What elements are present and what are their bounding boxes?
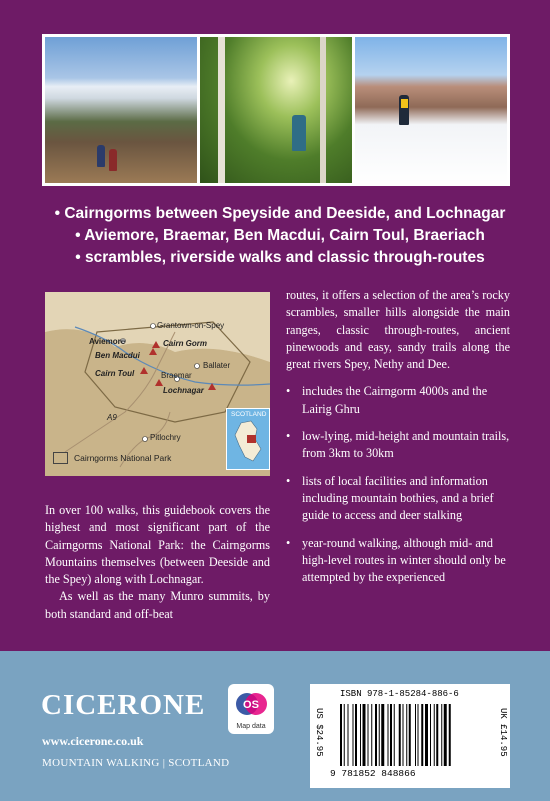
barcode-bar: [340, 704, 342, 766]
barcode-bar: [418, 704, 419, 766]
map-label-a9: A9: [107, 413, 117, 422]
snowy-moorland-walkers-photo: [45, 37, 197, 183]
barcode-bar: [348, 704, 349, 766]
map-label-grantown: Grantown-on-Spey: [157, 321, 225, 330]
map-label-aviemore: Aviemore: [89, 337, 126, 346]
barcode-bar: [360, 704, 361, 766]
barcode-bar: [368, 704, 369, 766]
walker-figure: [109, 149, 117, 171]
scotland-inset-map: [226, 408, 270, 470]
yellow-pack: [401, 99, 408, 108]
os-map-data-badge: [228, 684, 274, 734]
barcode-bar: [430, 704, 431, 766]
barcode-bar: [344, 704, 345, 766]
snow-plateau-walker-photo: [355, 37, 507, 183]
barcode-bar: [449, 704, 451, 766]
feature-item: • lists of local facilities and information including mountain bothies, and a brief guide to access and deer stalking: [286, 473, 510, 525]
feature-item: • year-round walking, although mid- and high-level routes in winter should only be attempted by the experienced: [286, 535, 510, 587]
birch-trunk: [320, 37, 326, 183]
barcode-bar: [421, 704, 423, 766]
barcode-bar: [403, 704, 404, 766]
barcode-bar: [415, 704, 416, 766]
intro-paragraph: In over 100 walks, this guidebook covers the highest and most significant part of the Cairngorms National Park: the Cairngorms Mountains themselves (between Deeside and the Spey) along with Lochnagar.: [45, 503, 270, 587]
map-label-braemar: Braemar: [161, 371, 192, 380]
highlight-item: • Aviemore, Braemar, Ben Macdui, Cairn Toul, Braeriach: [75, 227, 485, 244]
intro-text: [45, 502, 270, 623]
publisher-url[interactable]: www.cicerone.co.uk: [42, 734, 144, 748]
barcode-bar: [353, 704, 354, 766]
barcode-bar: [434, 704, 435, 766]
isbn-text: ISBN 978-1-85284-886-6: [340, 689, 459, 699]
os-badge-caption: Map data: [236, 723, 266, 730]
feature-item: • low-lying, mid-height and mountain trails, from 3km to 30km: [286, 428, 510, 463]
map-label-cairn-gorm: Cairn Gorm: [163, 339, 208, 348]
scotland-outline: [227, 409, 269, 469]
barcode-bar: [381, 704, 384, 766]
national-park-key-swatch: [53, 452, 68, 464]
highlight-item: • scrambles, riverside walks and classic through-routes: [75, 249, 485, 266]
highlight-list: [40, 203, 520, 269]
inset-label: SCOTLAND: [231, 411, 267, 418]
area-map: [45, 292, 270, 476]
barcode-bar: [425, 704, 428, 766]
us-price: US $24.95: [314, 708, 324, 757]
isbn-barcode-block: [310, 684, 510, 788]
barcode-bar: [406, 704, 407, 766]
publisher-footer: [0, 651, 550, 801]
barcode-bar: [371, 704, 372, 766]
barcode-bar: [375, 704, 377, 766]
barcode-bar: [399, 704, 401, 766]
barcode-bar: [436, 704, 438, 766]
feature-list: [286, 383, 510, 586]
description-paragraph: routes, it offers a selection of the area’s rocky scrambles, smaller hills alongside the main ranges, classic through-routes, ancient pinewoods and easy, sandy trails along the great rivers Spey, Nethy and Dee.: [286, 288, 510, 372]
uk-price: UK £14.95: [498, 708, 508, 757]
map-label-ballater: Ballater: [203, 361, 231, 370]
barcode-bar: [379, 704, 380, 766]
map-label-pitlochry: Pitlochry: [150, 433, 181, 442]
barcode-bar: [388, 704, 389, 766]
map-label-ben-macdui: Ben Macdui: [95, 351, 140, 360]
barcode-bars: [340, 704, 480, 766]
description-column: [286, 287, 510, 596]
map-key: [53, 452, 171, 464]
intro-paragraph: As well as the many Munro summits, by both standard and off-beat: [45, 589, 270, 621]
birch-trunk: [218, 37, 225, 183]
barcode-bar: [441, 704, 442, 766]
barcode-bar: [363, 704, 366, 766]
os-logo-icon: [228, 686, 274, 722]
feature-item: • includes the Cairngorm 4000s and the Lairig Ghru: [286, 383, 510, 418]
map-label-lochnagar: Lochnagar: [163, 386, 204, 395]
birch-woodland-walker-photo: [200, 37, 352, 183]
map-key-label: Cairngorms National Park: [74, 453, 172, 463]
walker-figure: [97, 145, 105, 167]
highlight-item: • Cairngorms between Speyside and Deeside, and Lochnagar: [54, 205, 506, 222]
os-logo-text: OS: [243, 699, 259, 711]
map-label-cairn-toul: Cairn Toul: [95, 369, 135, 378]
series-tagline: MOUNTAIN WALKING | SCOTLAND: [42, 757, 230, 769]
walker-figure: [292, 115, 306, 151]
barcode-bar: [444, 704, 447, 766]
barcode-bar: [390, 704, 392, 766]
photo-strip: [42, 34, 510, 186]
cicerone-logo: CICERONE: [41, 689, 206, 721]
barcode-digits: 9 781852 848866: [330, 768, 416, 779]
barcode-bar: [394, 704, 395, 766]
barcode-bar: [355, 704, 357, 766]
barcode-bar: [409, 704, 411, 766]
